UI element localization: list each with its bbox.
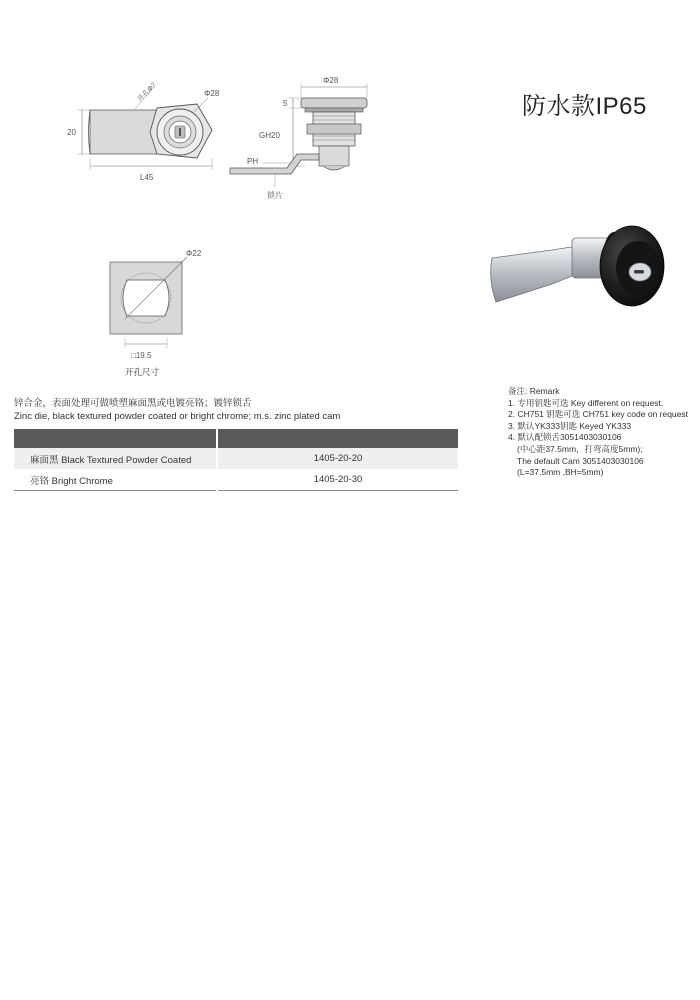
page-title: 防水款IP65 (522, 93, 647, 120)
table-row (14, 448, 458, 469)
table-header-row (14, 429, 458, 448)
dim-side-gh20: GH20 (259, 131, 280, 140)
side-view-drawing (225, 70, 385, 210)
finish-cell: 麻面黑 Black Textured Powder Coated (14, 448, 217, 469)
description-cn: 锌合金，表面处理可做喷塑麻面黑或电镀亮铬；镀锌锁舌 (14, 398, 252, 409)
dim-front-20: 20 (67, 128, 76, 137)
remark-line: 2. CH751 钥匙可选 CH751 key code on request (508, 409, 689, 420)
dim-side-ph: PH (247, 157, 259, 166)
dim-cutout-phi22: Φ22 (186, 249, 202, 258)
table-header-code (217, 429, 458, 448)
dim-front-phi28: Φ28 (204, 89, 220, 98)
cam-blade (491, 246, 582, 302)
remark-line: (L=37.5mm ,BH=5mm) (517, 467, 604, 478)
cam-plate-front (90, 110, 160, 154)
table-row (14, 469, 458, 491)
remark-line: 4. 默认配锁舌3051403030106 (508, 432, 622, 443)
remarks-block (508, 386, 688, 479)
cutout-drawing (95, 240, 225, 380)
remark-line: 1. 专用钥匙可选 Key different on request. (508, 397, 664, 408)
remark-line: 3. 默认YK333钥匙 Keyed YK333 (508, 420, 632, 431)
remark-line: (中心距37.5mm，打弯高度5mm); (517, 443, 643, 454)
dim-side-cam-label: 锁片 (267, 191, 283, 200)
dim-front-rotated: 开孔Φ？ (136, 79, 161, 104)
finish-table (14, 429, 458, 491)
cutout-caption: 开孔尺寸 (125, 367, 160, 377)
finish-cell: 亮铬 Bright Chrome (14, 469, 217, 491)
dim-side-phi28: Φ28 (323, 76, 339, 85)
dim-side-5: 5 (283, 99, 288, 108)
remarks-title: 备注: Remark (508, 386, 560, 396)
product-photo (482, 210, 682, 325)
dim-front-l45: L45 (140, 173, 154, 182)
table-header-finish (14, 429, 217, 448)
code-cell: 1405-20-20 (217, 448, 458, 469)
description-en: Zinc die, black textured powder coated or bright chrome; m.s. zinc plated cam (14, 411, 341, 422)
code-cell: 1405-20-30 (217, 469, 458, 491)
front-view-drawing (60, 70, 230, 200)
cam-plate-side (230, 154, 319, 174)
dim-cutout-size: □19.5 (131, 351, 152, 360)
remark-line: The default Cam 3051403030106 (517, 455, 644, 466)
